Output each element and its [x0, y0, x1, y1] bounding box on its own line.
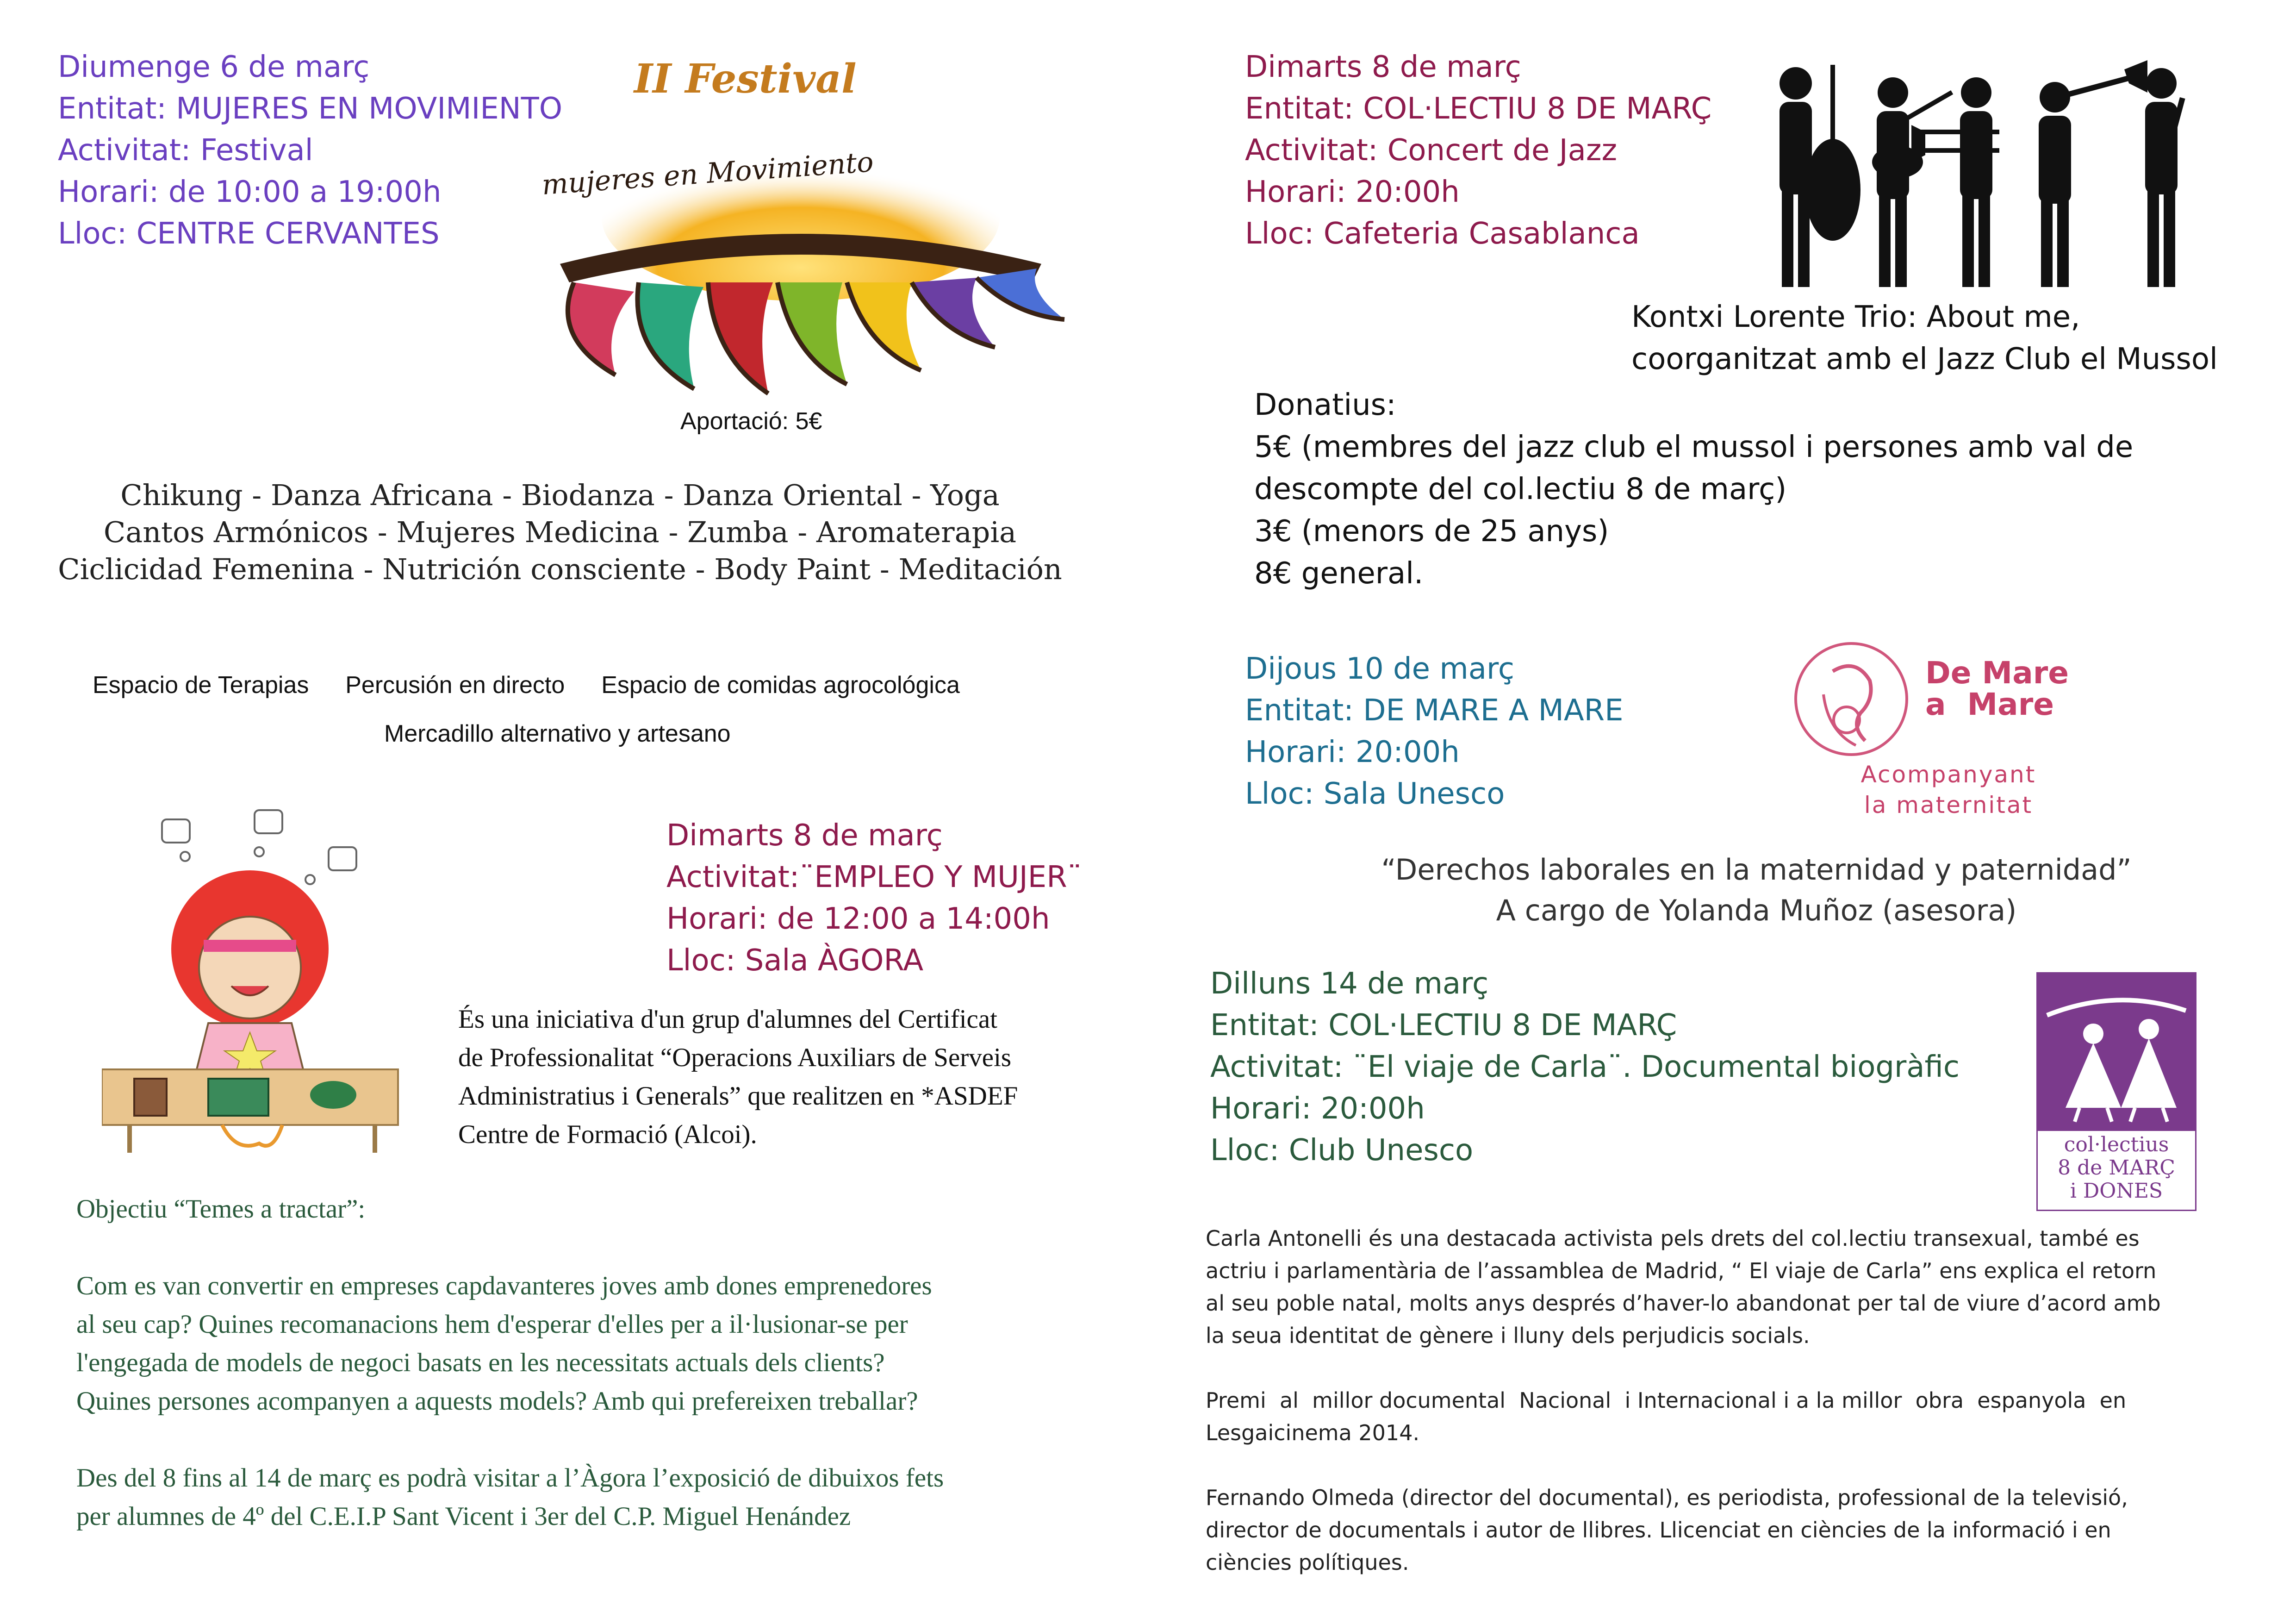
donations-line-4: 8€ general. — [1254, 556, 1424, 591]
carla-info — [1210, 963, 1960, 1171]
jazz-band — [1631, 296, 2218, 381]
jazz-band-line-1: Kontxi Lorente Trio: About me, — [1631, 300, 2080, 334]
festival-activities — [46, 477, 1074, 588]
festival-info — [58, 46, 562, 255]
carla-entity: Entitat: COL·LECTIU 8 DE MARÇ — [1210, 1008, 1677, 1043]
carla-p2-line-2: Lesgaicinema 2014. — [1206, 1420, 1420, 1445]
activities-line-2: Cantos Armónicos - Mujeres Medicina - Zumba - Aromaterapia — [103, 515, 1017, 549]
carla-p1-line-4: la seua identitat de gènere i lluny dels perjudicis socials. — [1206, 1323, 1810, 1348]
donations-title: Donatius: — [1254, 388, 1396, 422]
empleo-activity: Activitat:¨EMPLEO Y MUJER¨ — [666, 860, 1082, 894]
carla-p1-line-1: Carla Antonelli és una destacada activista pels drets del col.lectiu transexual, també es — [1206, 1226, 2140, 1251]
activities-line-3: Ciclicidad Femenina - Nutrición consciente - Body Paint - Meditación — [58, 552, 1062, 586]
festival-logo — [495, 51, 1106, 417]
objective-line-2: al seu cap? Quines recomanacions hem d'esperar d'elles per a il·lusionar-se per — [76, 1310, 908, 1339]
mare-logo-tag-1: Acompanyant — [1860, 761, 2036, 788]
empleo-desc-line-2: de Professionalitat “Operacions Auxiliars de Serveis — [458, 1043, 1012, 1072]
jazz-band-line-2: coorganitzat amb el Jazz Club el Mussol — [1631, 342, 2218, 376]
objective-line-3: l'engegada de models de negoci basats en les necessitats actuals dels clients? — [76, 1348, 885, 1377]
festival-logo-title: II Festival — [634, 56, 857, 102]
mare-entity: Entitat: DE MARE A MARE — [1245, 693, 1624, 728]
mare-date: Dijous 10 de març — [1245, 652, 1515, 686]
mare-logo-line-1: De Mare — [1925, 655, 2069, 691]
mare-info — [1245, 648, 1624, 815]
de-mare-a-mare-logo — [1791, 639, 2124, 833]
collectius-line-3: i DONES — [2070, 1179, 2163, 1203]
empleo-desc-line-1: És una iniciativa d'un grup d'alumnes del Certificat — [458, 1005, 997, 1034]
festival-contribution: Aportació: 5€ — [680, 408, 822, 435]
jazz-place: Lloc: Cafeteria Casablanca — [1245, 217, 1640, 251]
empleo-info — [666, 815, 1082, 981]
space-food: Espacio de comidas agrocológica — [601, 672, 960, 699]
exhibition-line-1: Des del 8 fins al 14 de març es podrà visitar a l’Àgora l’exposició de dibuixos fets — [76, 1463, 944, 1493]
festival-schedule: Horari: de 10:00 a 19:00h — [58, 175, 442, 209]
jazz-info — [1245, 46, 1711, 255]
space-percussion: Percusión en directo — [345, 672, 565, 699]
mare-schedule: Horari: 20:00h — [1245, 735, 1460, 769]
objective-line-4: Quines persones acompanyen a aquests models? Amb qui prefereixen treballar? — [76, 1387, 918, 1416]
carla-date: Dilluns 14 de març — [1210, 967, 1489, 1001]
empleo-description — [458, 1000, 1018, 1154]
carla-description — [1206, 1222, 2161, 1579]
activities-line-1: Chikung - Danza Africana - Biodanza - Danza Oriental - Yoga — [120, 478, 1000, 512]
donations-line-3: 3€ (menors de 25 anys) — [1254, 514, 1609, 549]
empleo-date: Dimarts 8 de març — [666, 818, 943, 853]
carla-schedule: Horari: 20:00h — [1210, 1092, 1425, 1126]
carla-p1-line-2: actriu i parlamentària de l’assamblea de Madrid, “ El viaje de Carla” ens explica el retorn — [1206, 1258, 2157, 1283]
dancing-women-icon — [2038, 974, 2195, 1131]
empleo-schedule: Horari: de 12:00 a 14:00h — [666, 902, 1050, 936]
donations-line-2: descompte del col.lectiu 8 de març) — [1254, 472, 1787, 506]
jazz-band-silhouette-icon — [1740, 56, 2231, 296]
jazz-donations — [1254, 384, 2133, 595]
jazz-schedule: Horari: 20:00h — [1245, 175, 1460, 209]
space-therapies: Espacio de Terapias — [93, 672, 309, 699]
mother-baby-icon — [1791, 639, 1930, 759]
festival-place: Lloc: CENTRE CERVANTES — [58, 217, 440, 251]
objective-line-1: Com es van convertir en empreses capdavanteres joves amb dones emprenedores — [76, 1271, 932, 1300]
collectius-line-1: col·lectius — [2064, 1133, 2169, 1156]
carla-p3-line-2: director de documentals i autor de llibres. Llicenciat en ciències de la informació i en — [1206, 1518, 2111, 1543]
child-drawing-icon — [102, 801, 407, 1153]
empleo-objective — [76, 1190, 944, 1536]
carla-p2-line-1: Premi al millor documental Nacional i Internacional i a la millor obra espanyola en — [1206, 1388, 2127, 1413]
empleo-desc-line-4: Centre de Formació (Alcoi). — [458, 1120, 757, 1149]
festival-activity: Activitat: Festival — [58, 133, 313, 168]
collectius-logo — [2036, 972, 2196, 1211]
exhibition-line-2: per alumnes de 4º del C.E.I.P Sant Vicent i 3er del C.P. Miguel Henández — [76, 1502, 851, 1531]
carla-p3-line-1: Fernando Olmeda (director del documental), es periodista, professional de la televisió, — [1206, 1485, 2128, 1510]
festival-logo-subtitle: mujeres en Movimiento — [541, 146, 875, 201]
festival-market: Mercadillo alternativo y artesano — [384, 720, 731, 747]
jazz-activity: Activitat: Concert de Jazz — [1245, 133, 1618, 168]
festival-spaces — [93, 671, 960, 699]
mare-place: Lloc: Sala Unesco — [1245, 777, 1505, 811]
empleo-desc-line-3: Administratius i Generals” que realitzen en *ASDEF — [458, 1081, 1018, 1111]
mare-talk-speaker: A cargo de Yolanda Muñoz (asesora) — [1496, 893, 2017, 927]
objective-title: Objectiu “Temes a tractar”: — [76, 1194, 366, 1224]
donations-line-1: 5€ (membres del jazz club el mussol i persones amb val de — [1254, 430, 2134, 464]
mare-logo-line-2: a Mare — [1925, 687, 2054, 722]
festival-entity: Entitat: MUJERES EN MOVIMIENTO — [58, 92, 563, 126]
mare-talk-title: “Derechos laborales en la maternidad y paternidad” — [1381, 853, 2132, 887]
empleo-place: Lloc: Sala ÀGORA — [666, 943, 924, 978]
carla-activity: Activitat: ¨El viaje de Carla¨. Documental biogràfic — [1210, 1050, 1960, 1084]
collectius-line-2: 8 de MARÇ — [2058, 1156, 2175, 1180]
festival-date: Diumenge 6 de març — [58, 50, 370, 84]
carla-p3-line-3: ciències polítiques. — [1206, 1550, 1409, 1575]
jazz-date: Dimarts 8 de març — [1245, 50, 1521, 84]
mare-talk — [1222, 849, 2291, 931]
sun-petals-icon — [495, 51, 1106, 417]
mare-logo-tag-2: la maternitat — [1864, 792, 2033, 818]
carla-place: Lloc: Club Unesco — [1210, 1133, 1474, 1168]
carla-p1-line-3: al seu poble natal, molts anys després d’haver-lo abandonat per tal de viure d’acord amb — [1206, 1291, 2161, 1316]
jazz-entity: Entitat: COL·LECTIU 8 DE MARÇ — [1245, 92, 1712, 126]
